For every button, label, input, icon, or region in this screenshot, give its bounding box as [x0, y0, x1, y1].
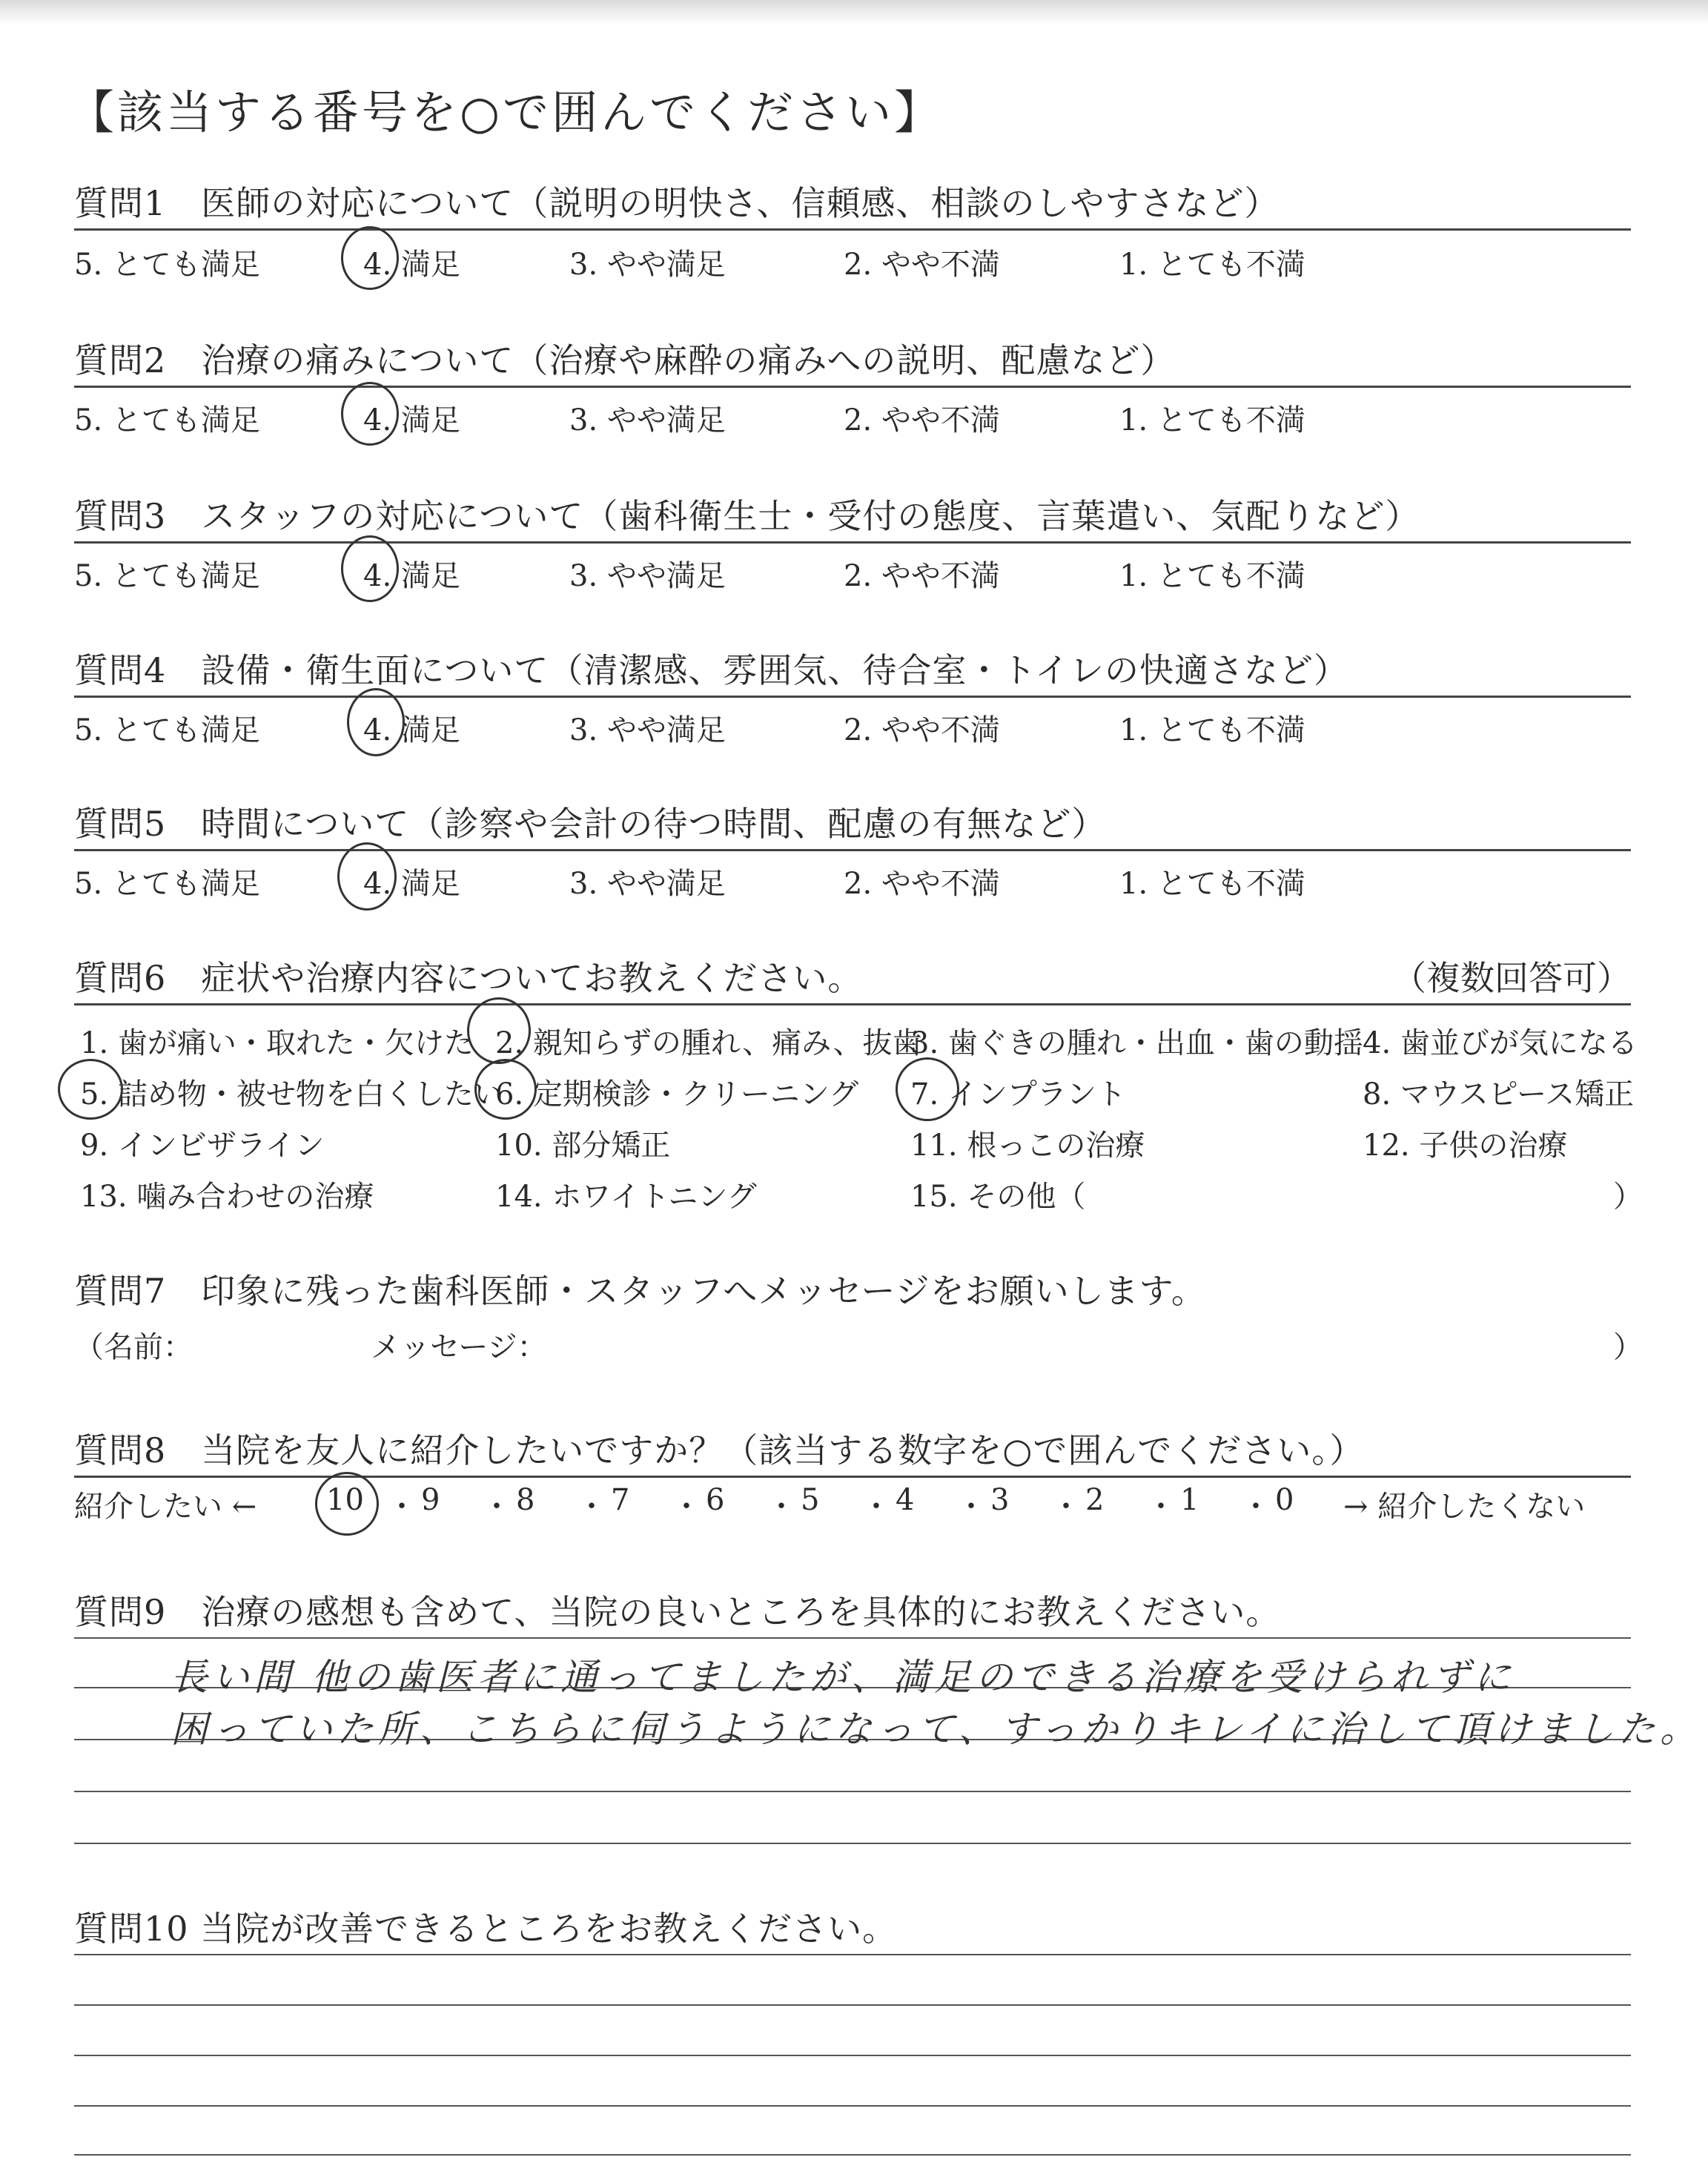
q8-scale-1[interactable]: 1 [1180, 1483, 1199, 1517]
q2-option-5[interactable]: 5. とても満足 [74, 403, 260, 437]
q6-option-6-circle [474, 1059, 537, 1120]
q8-selection-circle [315, 1472, 379, 1536]
question-2-rule [74, 386, 1631, 388]
question-7-title: 質問7 印象に残った歯科医師・スタッフへメッセージをお願いします。 [74, 1271, 1206, 1311]
q4-option-5[interactable]: 5. とても満足 [74, 713, 260, 747]
q6-option-2-circle [467, 997, 531, 1064]
q7-name-label: （名前： [74, 1330, 193, 1364]
q10-answer-line [74, 2154, 1631, 2156]
q9-handwritten-line-1: 長い間 他の歯医者に通ってましたが、満足のできる治療を受けられずに [171, 1656, 1515, 1699]
q9-answer-line [74, 1637, 1631, 1639]
question-1-title: 質問1 医師の対応について（説明の明快さ、信頼感、相談のしやすさなど） [74, 183, 1280, 223]
q4-selection-circle [347, 688, 405, 756]
q8-scale-separator: ・ [672, 1490, 701, 1524]
q6-option-3[interactable]: 3. 歯ぐきの腫れ・出血・歯の動揺 [910, 1026, 1363, 1060]
q6-option-8[interactable]: 8. マウスピース矯正 [1363, 1077, 1635, 1112]
question-5-title: 質問5 時間について（診察や会計の待つ時間、配慮の有無など） [74, 804, 1107, 844]
q8-scale-separator: ・ [1241, 1490, 1271, 1524]
q1-option-2[interactable]: 2. やや不満 [844, 248, 1000, 282]
q2-option-4[interactable]: 4. 満足 [363, 403, 460, 437]
question-2-title: 質問2 治療の痛みについて（治療や麻酔の痛みへの説明、配慮など） [74, 340, 1176, 380]
q8-scale-separator: ・ [577, 1490, 606, 1524]
q10-answer-line [74, 2055, 1631, 2056]
q1-selection-circle [341, 226, 399, 290]
q8-scale-2[interactable]: 2 [1085, 1483, 1105, 1517]
q2-option-1[interactable]: 1. とても不満 [1119, 403, 1305, 437]
q5-selection-circle [337, 842, 397, 911]
question-3-title: 質問3 スタッフの対応について（歯科衛生士・受付の態度、言葉遣い、気配りなど） [74, 496, 1420, 536]
q6-option-5[interactable]: 5. 詰め物・被せ物を白くしたい [80, 1077, 503, 1112]
q8-scale-7[interactable]: 7 [611, 1483, 630, 1517]
q1-option-3[interactable]: 3. やや満足 [569, 248, 726, 282]
q8-scale-separator: ・ [767, 1490, 796, 1524]
q4-option-3[interactable]: 3. やや満足 [569, 713, 726, 747]
q8-scale-4[interactable]: 4 [896, 1483, 915, 1517]
q8-left-label: 紹介したい ← [74, 1490, 257, 1524]
question-4-title: 質問4 設備・衛生面について（清潔感、雰囲気、待合室・トイレの快適さなど） [74, 650, 1349, 690]
q8-scale-separator: ・ [861, 1490, 891, 1524]
q3-option-3[interactable]: 3. やや満足 [569, 559, 726, 593]
question-3-rule [74, 541, 1631, 544]
q1-option-1[interactable]: 1. とても不満 [1119, 248, 1305, 282]
q6-option-13[interactable]: 13. 噛み合わせの治療 [80, 1180, 374, 1214]
question-5-rule [74, 849, 1631, 851]
q8-scale-separator: ・ [387, 1490, 417, 1524]
q9-answer-line [74, 1791, 1631, 1792]
q10-answer-line [74, 2105, 1631, 2107]
q6-option-5-circle [58, 1059, 123, 1120]
q8-scale-5[interactable]: 5 [801, 1483, 820, 1517]
q1-option-4[interactable]: 4. 満足 [363, 248, 460, 282]
q8-scale-separator: ・ [1051, 1490, 1081, 1524]
question-6-rule [74, 1003, 1631, 1005]
q3-option-5[interactable]: 5. とても満足 [74, 559, 260, 593]
q5-option-2[interactable]: 2. やや不満 [844, 867, 1000, 901]
q6-option-6[interactable]: 6. 定期検診・クリーニング [495, 1077, 859, 1112]
q8-scale-0[interactable]: 0 [1275, 1483, 1294, 1517]
q6-option-12[interactable]: 12. 子供の治療 [1363, 1129, 1568, 1163]
q3-option-4[interactable]: 4. 満足 [363, 559, 460, 593]
q6-option-4[interactable]: 4. 歯並びが気になる [1363, 1026, 1638, 1060]
question-6-title: 質問6 症状や治療内容についてお教えください。 [74, 958, 863, 998]
q8-scale-separator: ・ [1146, 1490, 1176, 1524]
q8-scale-8[interactable]: 8 [516, 1483, 535, 1517]
q8-scale-9[interactable]: 9 [421, 1483, 440, 1517]
q6-option-15-close-paren: ） [1613, 1180, 1643, 1214]
scan-top-edge [0, 0, 1708, 25]
question-6-note: （複数回答可） [1392, 958, 1631, 998]
q8-scale-3[interactable]: 3 [990, 1483, 1010, 1517]
q5-option-4[interactable]: 4. 満足 [363, 867, 460, 901]
q6-option-7-circle [896, 1057, 959, 1121]
question-10-title: 質問10 当院が改善できるところをお教えください。 [74, 1909, 898, 1949]
q4-option-4[interactable]: 4. 満足 [363, 713, 460, 747]
q8-scale-6[interactable]: 6 [706, 1483, 725, 1517]
q6-option-11[interactable]: 11. 根っこの治療 [910, 1129, 1145, 1163]
q6-option-14[interactable]: 14. ホワイトニング [495, 1180, 757, 1214]
q10-answer-line [74, 2004, 1631, 2006]
q10-answer-line [74, 1954, 1631, 1955]
question-9-title: 質問9 治療の感想も含めて、当院の良いところを具体的にお教えください。 [74, 1592, 1281, 1632]
q3-option-1[interactable]: 1. とても不満 [1119, 559, 1305, 593]
q6-option-7[interactable]: 7. インプラント [910, 1077, 1126, 1112]
q9-answer-line [74, 1843, 1631, 1844]
q8-scale-separator: ・ [956, 1490, 986, 1524]
q2-option-3[interactable]: 3. やや満足 [569, 403, 726, 437]
q8-right-label: → 紹介したくない [1343, 1490, 1586, 1524]
q4-option-1[interactable]: 1. とても不満 [1119, 713, 1305, 747]
q7-close-paren: ） [1613, 1330, 1643, 1364]
q1-option-5[interactable]: 5. とても満足 [74, 248, 260, 282]
q3-selection-circle [341, 535, 399, 602]
q5-option-1[interactable]: 1. とても不満 [1119, 867, 1305, 901]
question-4-rule [74, 696, 1631, 698]
q6-option-1[interactable]: 1. 歯が痛い・取れた・欠けた [80, 1026, 474, 1060]
q5-option-5[interactable]: 5. とても満足 [74, 867, 260, 901]
question-1-rule [74, 228, 1631, 231]
q2-option-2[interactable]: 2. やや不満 [844, 403, 1000, 437]
q6-option-2[interactable]: 2. 親知らずの腫れ、痛み、抜歯 [495, 1026, 922, 1060]
q9-handwritten-line-2: 困っていた所、こちらに伺うようになって、すっかりキレイに治して頂けました。 [171, 1708, 1701, 1751]
q8-scale-10[interactable]: 10 [326, 1483, 364, 1517]
q6-option-9[interactable]: 9. インビザライン [80, 1129, 325, 1163]
form-heading: 【該当する番号を○で囲んでください】 [68, 85, 944, 139]
q7-message-label: メッセージ： [371, 1330, 547, 1364]
question-8-title: 質問8 当院を友人に紹介したいですか？（該当する数字を○で囲んでください。） [74, 1430, 1365, 1470]
question-8-rule [74, 1476, 1631, 1478]
q3-option-2[interactable]: 2. やや不満 [844, 559, 1000, 593]
q6-option-10[interactable]: 10. 部分矯正 [495, 1129, 671, 1163]
q8-scale-separator: ・ [482, 1490, 512, 1524]
q2-selection-circle [341, 382, 399, 446]
q4-option-2[interactable]: 2. やや不満 [844, 713, 1000, 747]
q6-option-15[interactable]: 15. その他（ [910, 1180, 1086, 1214]
q5-option-3[interactable]: 3. やや満足 [569, 867, 726, 901]
